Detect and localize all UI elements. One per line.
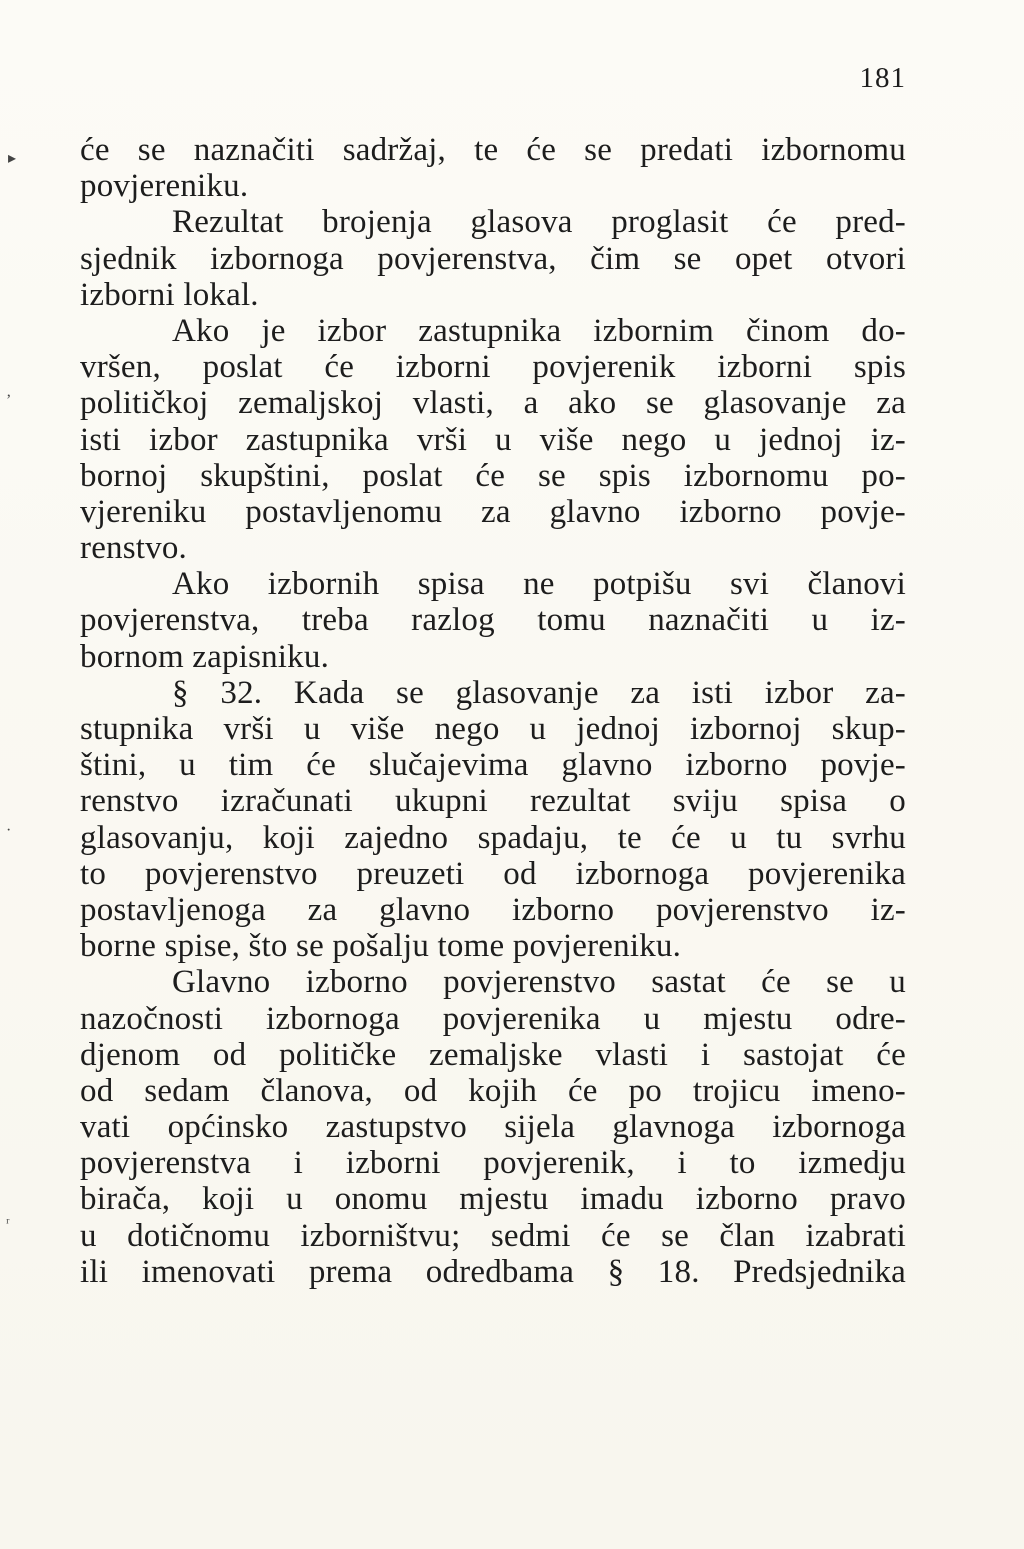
text-line: glasovanju, koji zajedno spadaju, te će u tu svrhu	[80, 819, 906, 856]
text-line: u dotičnomu izborništvu; sedmi će se član izabrati	[80, 1217, 906, 1254]
text-line: isti izbor zastupnika vrši u više nego u jednoj iz-	[80, 421, 906, 458]
margin-mark: ʼ	[6, 392, 12, 409]
text-line: stupnika vrši u više nego u jednoj izbornoj skup-	[80, 711, 906, 747]
text-line: Glavno izborno povjerenstvo sastat će se u	[172, 964, 906, 1001]
text-line: izborni lokal.	[80, 276, 259, 313]
text-line: Rezultat brojenja glasova proglasit će pred-	[172, 204, 906, 241]
text-line: vršen, poslat će izborni povjerenik izborni spis	[80, 349, 906, 386]
text-line: vati općinsko zastupstvo sijela glavnoga izbornoga	[80, 1109, 906, 1146]
text-line: bornom zapisniku.	[80, 638, 330, 675]
text-line: sjednik izbornoga povjerenstva, čim se opet otvori	[80, 240, 906, 277]
text-line: vjereniku postavljenomu za glavno izborno povje-	[80, 493, 906, 530]
page-number: 181	[859, 62, 906, 94]
text-line: postavljenoga za glavno izborno povjerenstvo iz-	[80, 891, 906, 928]
text-line: bornoj skupštini, poslat će se spis izbornomu po-	[80, 457, 906, 494]
text-line: ili imenovati prema odredbama § 18. Predsjednika	[80, 1253, 906, 1290]
margin-mark: ʳ	[6, 1215, 10, 1232]
margin-mark: ·	[6, 822, 12, 839]
text-line: birača, koji u onomu mjestu imadu izborno pravo	[80, 1181, 906, 1218]
text-line: štini, u tim će slučajevima glavno izborno povje-	[80, 747, 906, 784]
text-line: povjerenstva i izborni povjerenik, i to izmedju	[80, 1145, 906, 1182]
text-line: renstvo.	[80, 530, 187, 567]
text-line: borne spise, što se pošalju tome povjereniku.	[80, 928, 682, 965]
margin-mark: ▸	[8, 150, 17, 167]
text-line: Ako je izbor zastupnika izbornim činom do-	[172, 312, 906, 349]
text-line: od sedam članova, od kojih će po trojicu imeno-	[80, 1072, 906, 1109]
text-line: to povjerenstvo preuzeti od izbornoga povjerenika	[80, 855, 906, 892]
text-line: će se naznačiti sadržaj, te će se predati izbornomu	[80, 132, 906, 168]
text-line: Ako izbornih spisa ne potpišu svi članovi	[172, 566, 906, 603]
text-line: povjerenstva, treba razlog tomu naznačiti u iz-	[80, 602, 906, 639]
text-line: političkoj zemaljskoj vlasti, a ako se glasovanje za	[80, 385, 906, 422]
text-line: renstvo izračunati ukupni rezultat sviju spisa o	[80, 783, 906, 820]
text-line: nazočnosti izbornoga povjerenika u mjestu odre-	[80, 1000, 906, 1037]
text-line: povjereniku.	[80, 168, 249, 205]
text-line: djenom od političke zemaljske vlasti i sastojat će	[80, 1036, 906, 1073]
section-heading-line: § 32. Kada se glasovanje za isti izbor za-	[172, 674, 906, 711]
body-text	[80, 132, 906, 1290]
